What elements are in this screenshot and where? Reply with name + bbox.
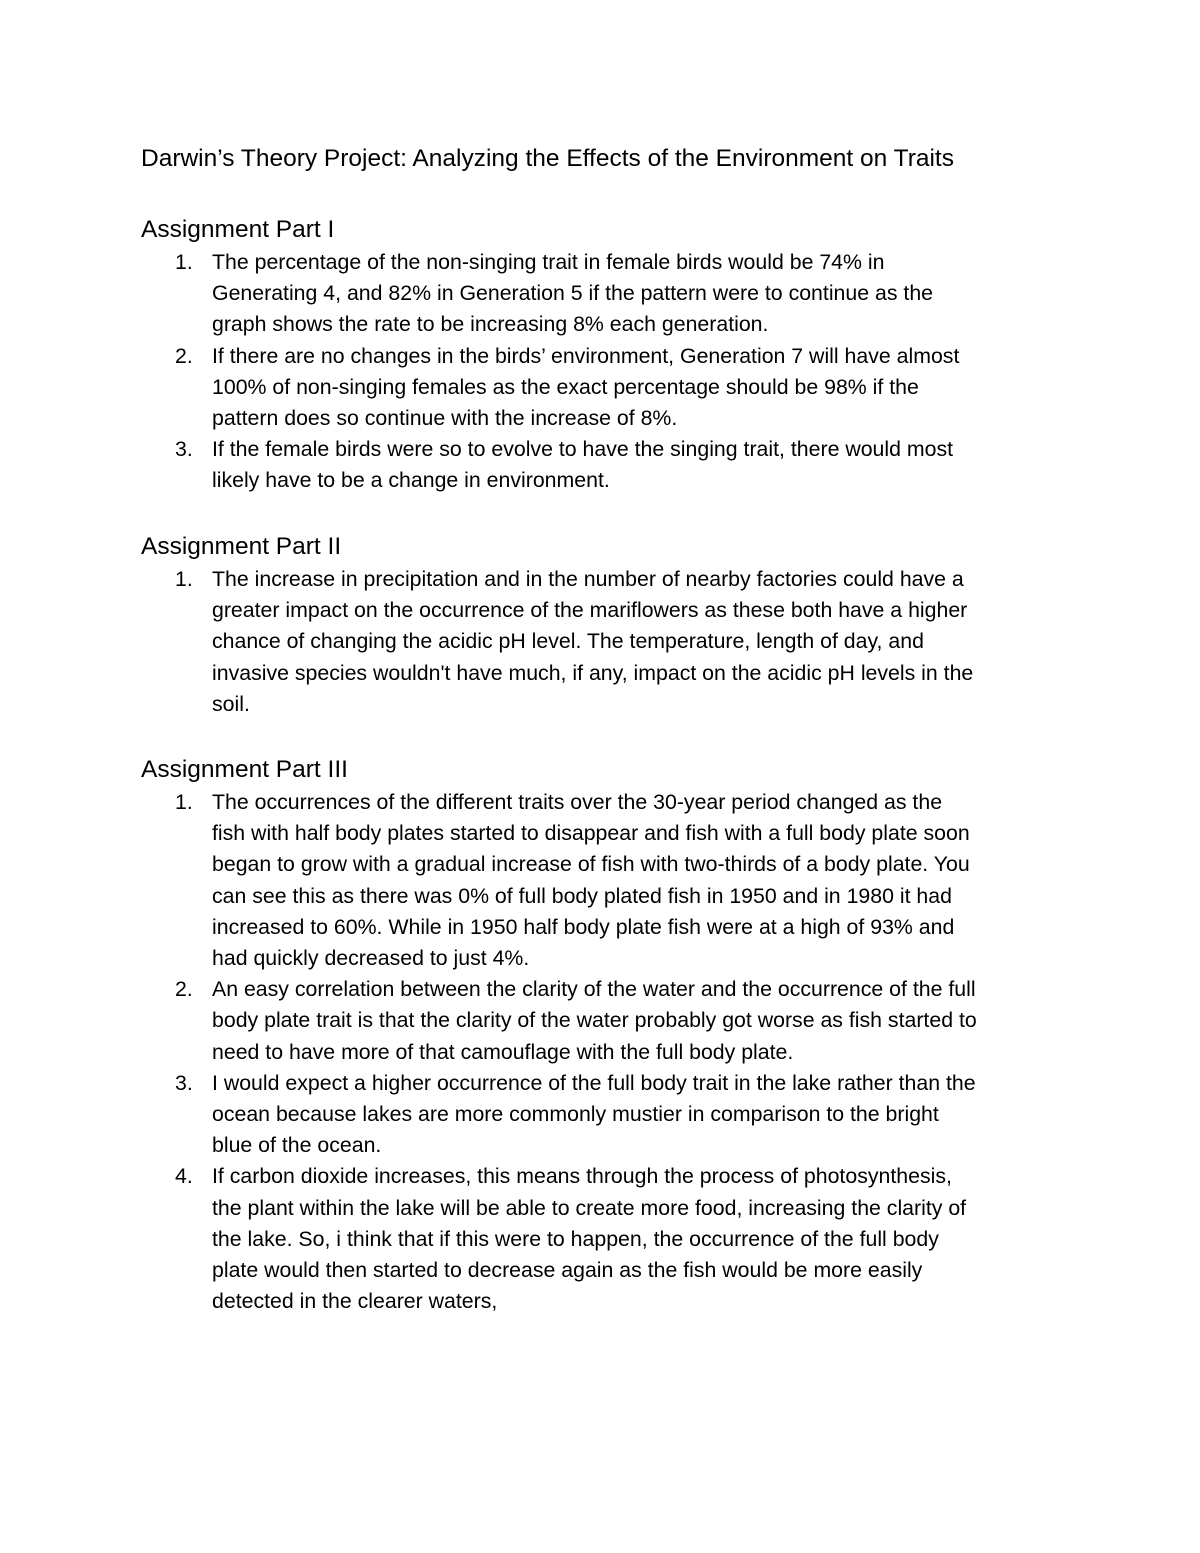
- list-item-number: 3.: [175, 437, 193, 462]
- text-line: the lake. So, i think that if this were to happen, the occurrence of the full body: [212, 1226, 939, 1251]
- list-item: [141, 341, 1101, 435]
- text-line: The occurrences of the different traits over the 30-year period changed as the: [212, 790, 943, 814]
- text-line: blue of the ocean.: [212, 1133, 382, 1158]
- list-item-text: [212, 247, 1101, 341]
- list-item-number: 1.: [175, 790, 193, 814]
- list-item-number: 2.: [175, 977, 193, 1002]
- text-line: likely have to be a change in environment.: [212, 468, 610, 493]
- section-heading: Assignment Part II: [141, 533, 342, 560]
- text-line: need to have more of that camouflage with the full body plate.: [212, 1039, 794, 1064]
- text-line: greater impact on the occurrence of the mariflowers as these both have a higher: [212, 598, 968, 623]
- list-item-number: 3.: [175, 1070, 193, 1095]
- text-line: The increase in precipitation and in the number of nearby factories could have a: [212, 567, 964, 591]
- section-part-1: [141, 213, 1101, 497]
- list-item: [141, 1068, 1101, 1162]
- text-line: chance of changing the acidic pH level. The temperature, length of day, and: [212, 629, 924, 654]
- list-item-text: [212, 974, 1101, 1068]
- text-line: 100% of non-singing females as the exact percentage should be 98% if the: [212, 374, 919, 399]
- list-item-text: [212, 1161, 1101, 1317]
- text-line: pattern does so continue with the increase of 8%.: [212, 406, 678, 431]
- list-item-number: 1.: [175, 250, 193, 274]
- text-line: increased to 60%. While in 1950 half body plate fish were at a high of 93% and: [212, 914, 955, 939]
- text-line: had quickly decreased to just 4%.: [212, 946, 530, 971]
- list-item-number: 4.: [175, 1164, 193, 1189]
- list-item: [141, 564, 1101, 720]
- text-line: can see this as there was 0% of full body plated fish in 1950 and in 1980 it had: [212, 883, 952, 908]
- text-line: the plant within the lake will be able to create more food, increasing the clarity of: [212, 1195, 967, 1220]
- text-line: If there are no changes in the birds’ environment, Generation 7 will have almost: [212, 343, 960, 368]
- text-line: detected in the clearer waters,: [212, 1289, 498, 1314]
- text-line: fish with half body plates started to disappear and fish with a full body plate soon: [212, 821, 970, 846]
- text-line: graph shows the rate to be increasing 8% each generation.: [212, 312, 769, 337]
- list-item-text: [212, 1068, 1101, 1162]
- text-line: An easy correlation between the clarity of the water and the occurrence of the full: [212, 977, 976, 1002]
- text-line: began to grow with a gradual increase of fish with two-thirds of a body plate. You: [212, 852, 970, 877]
- text-line: If carbon dioxide increases, this means through the process of photosynthesis,: [212, 1164, 952, 1189]
- text-line: If the female birds were so to evolve to have the singing trait, there would most: [212, 437, 954, 462]
- text-line: invasive species wouldn't have much, if any, impact on the acidic pH levels in the: [212, 660, 974, 685]
- section-part-3: [141, 753, 1101, 1317]
- list-item-text: [212, 787, 1101, 974]
- list-item: [141, 787, 1101, 974]
- text-line: I would expect a higher occurrence of the full body trait in the lake rather than the: [212, 1070, 976, 1095]
- list-item-text: [212, 341, 1101, 435]
- list-item-text: [212, 434, 1101, 496]
- text-line: body plate trait is that the clarity of the water probably got worse as fish started to: [212, 1008, 977, 1033]
- text-line: The percentage of the non-singing trait in female birds would be 74% in: [212, 250, 885, 274]
- list-item: [141, 247, 1101, 341]
- section-part-2: [141, 530, 1101, 720]
- text-line: ocean because lakes are more commonly mustier in comparison to the bright: [212, 1102, 939, 1127]
- list-item-number: 2.: [175, 343, 193, 368]
- list-item: [141, 1161, 1101, 1317]
- section-heading: Assignment Part I: [141, 216, 335, 243]
- document-title: Darwin’s Theory Project: Analyzing the Effects of the Environment on Traits: [141, 145, 954, 172]
- text-line: Generating 4, and 82% in Generation 5 if the pattern were to continue as the: [212, 281, 934, 306]
- list-item-text: [212, 564, 1101, 720]
- text-line: plate would then started to decrease again as the fish would be more easily: [212, 1258, 923, 1283]
- list-item-number: 1.: [175, 567, 193, 591]
- text-line: soil.: [212, 691, 250, 716]
- list-item: [141, 434, 1101, 496]
- section-heading: Assignment Part III: [141, 756, 348, 783]
- list-item: [141, 974, 1101, 1068]
